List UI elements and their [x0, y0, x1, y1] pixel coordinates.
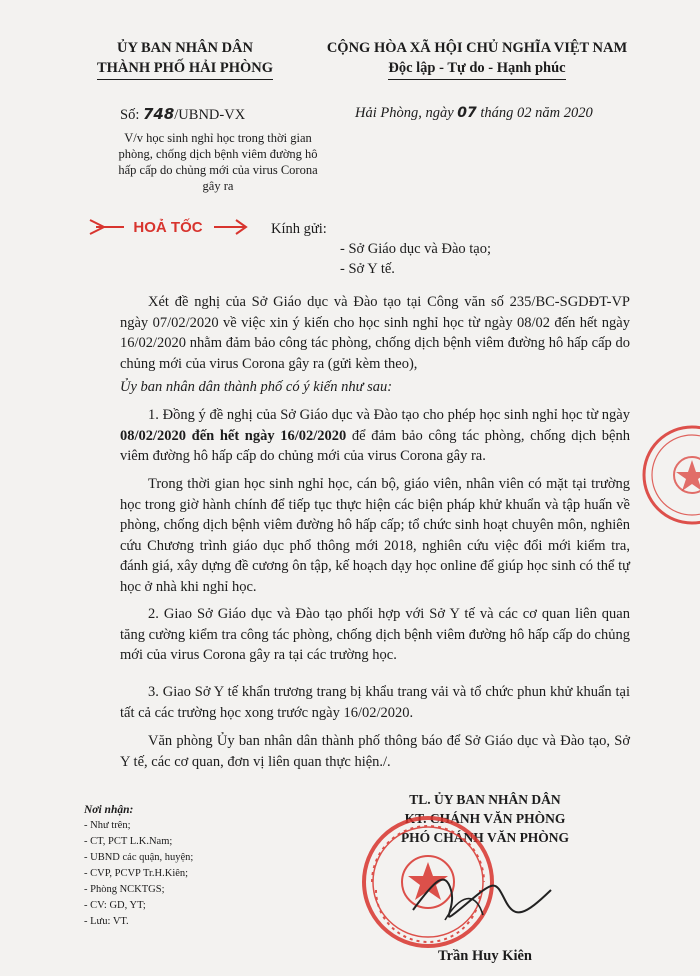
p3-text-b: để đảm bảo công tác phòng, chống dịch bệnh viêm đường hô hấp cấp do chủng mới của virus Corona gây ra. — [120, 427, 630, 464]
body-paragraph-7: Văn phòng Ủy ban nhân dân thành phố thông báo để Sở Giáo dục và Đào tạo, Sở Y tế, các cơ quan, đơn vị liên quan thực hiện./. — [120, 733, 630, 770]
distribution-item: - CV: GD, YT; — [84, 900, 146, 911]
number-prefix: Số: — [120, 107, 140, 123]
date-prefix: Hải Phòng, ngày — [355, 105, 454, 121]
number-suffix: /UBND-VX — [174, 107, 246, 123]
org-line2: THÀNH PHỐ HẢI PHÒNG — [70, 58, 300, 80]
distribution-item: - Như trên; — [84, 820, 131, 831]
distribution-item: - Phòng NCKTGS; — [84, 884, 165, 895]
distribution-item: - CVP, PCVP Tr.H.Kiên; — [84, 868, 189, 879]
distribution-title: Nơi nhận: — [84, 804, 134, 816]
recipients-greeting: Kính gửi: — [271, 221, 327, 237]
distribution-item: - Lưu: VT. — [84, 916, 129, 927]
handwritten-number: 748 — [142, 105, 175, 123]
body-paragraph-5: 2. Giao Sở Giáo dục và Đào tạo phối hợp với Sở Y tế và các cơ quan liên quan tăng cường kiểm tra công tác phòng, chống dịch bệnh viêm đường hô hấp cấp do chủng mới của virus Corona gây ra tại các trường học. — [120, 606, 630, 663]
body-paragraph-6: 3. Giao Sở Y tế khẩn trương trang bị khẩu trang vải và tổ chức phun khử khuẩn tại tất cả các trường học xong trước ngày 16/02/2020. — [120, 684, 630, 721]
org-line1: ỦY BAN NHÂN DÂN — [116, 40, 253, 56]
recipient-item: - Sở Y tế. — [340, 261, 395, 277]
body-paragraph-3 — [120, 405, 630, 467]
urgent-stamp — [86, 210, 254, 244]
stamp-arrow-head — [214, 220, 246, 234]
nation-line2: Độc lập - Tự do - Hạnh phúc — [312, 58, 642, 80]
handwritten-signature — [405, 860, 555, 940]
urgent-stamp-text: HOẢ TỐC — [133, 219, 203, 236]
national-heading — [312, 38, 642, 80]
distribution-item: - CT, PCT L.K.Nam; — [84, 836, 173, 847]
body-paragraph-4: Trong thời gian học sinh nghỉ học, cán bộ, giáo viên, nhân viên có mặt tại trường học trong giờ hành chính để tiếp tục thực hiện các biện pháp khử khuẩn và tập huấn về phòng, chống dịch bệnh viêm đường hô hấp cấp; tổ chức sinh hoạt chuyên môn, nghiên cứu Chương trình giáo dục phổ thông mới 2018, nghiên cứu việc đổi mới kiểm tra, đánh giá, xây dựng đề cương ôn tập, kế hoạch dạy học online để giúp học sinh có thể tự học ở nhà khi nghỉ học. — [120, 476, 630, 595]
body-paragraph-1: Xét đề nghị của Sở Giáo dục và Đào tạo tại Công văn số 235/BC-SGDĐT-VP ngày 07/02/2020 về việc xin ý kiến cho học sinh nghỉ học từ ngày 08/02 đến hết ngày 16/02/2020 nhằm đảm bảo công tác phòng, chống dịch bệnh viêm đường hô hấp cấp do chủng mới của virus Corona gây ra (gửi kèm theo), — [120, 294, 630, 372]
p3-bold-dates: 08/02/2020 đến hết ngày 16/02/2020 — [120, 427, 347, 444]
subject-line: V/v học sinh nghỉ học trong thời gian phòng, chống dịch bệnh viêm đường hô hấp cấp do chủng mới của virus Corona gây ra — [118, 131, 318, 193]
handwritten-day: 07 — [457, 105, 477, 121]
issuing-authority — [70, 38, 300, 80]
distribution-list — [84, 802, 284, 930]
body-paragraph-2: Ủy ban nhân dân thành phố có ý kiến như sau: — [120, 379, 393, 395]
sign-line2: KT. CHÁNH VĂN PHÒNG — [404, 811, 566, 826]
distribution-item: - UBND các quận, huyện; — [84, 852, 194, 863]
document-number — [120, 105, 245, 124]
document-date — [355, 105, 593, 122]
sign-line1: TL. ỦY BAN NHÂN DÂN — [409, 792, 561, 807]
p3-text-a: 1. Đồng ý đề nghị của Sở Giáo dục và Đào tạo cho phép học sinh nghỉ học từ ngày — [148, 407, 630, 423]
sign-line3: PHÓ CHÁNH VĂN PHÒNG — [400, 830, 570, 845]
signer-name: Trần Huy Kiên — [438, 948, 532, 964]
date-suffix: tháng 02 năm 2020 — [480, 105, 593, 121]
nation-line1: CỘNG HÒA XÃ HỘI CHỦ NGHĨA VIỆT NAM — [326, 40, 628, 56]
recipient-item: - Sở Giáo dục và Đào tạo; — [340, 241, 492, 257]
side-seal-stamp — [630, 420, 700, 530]
